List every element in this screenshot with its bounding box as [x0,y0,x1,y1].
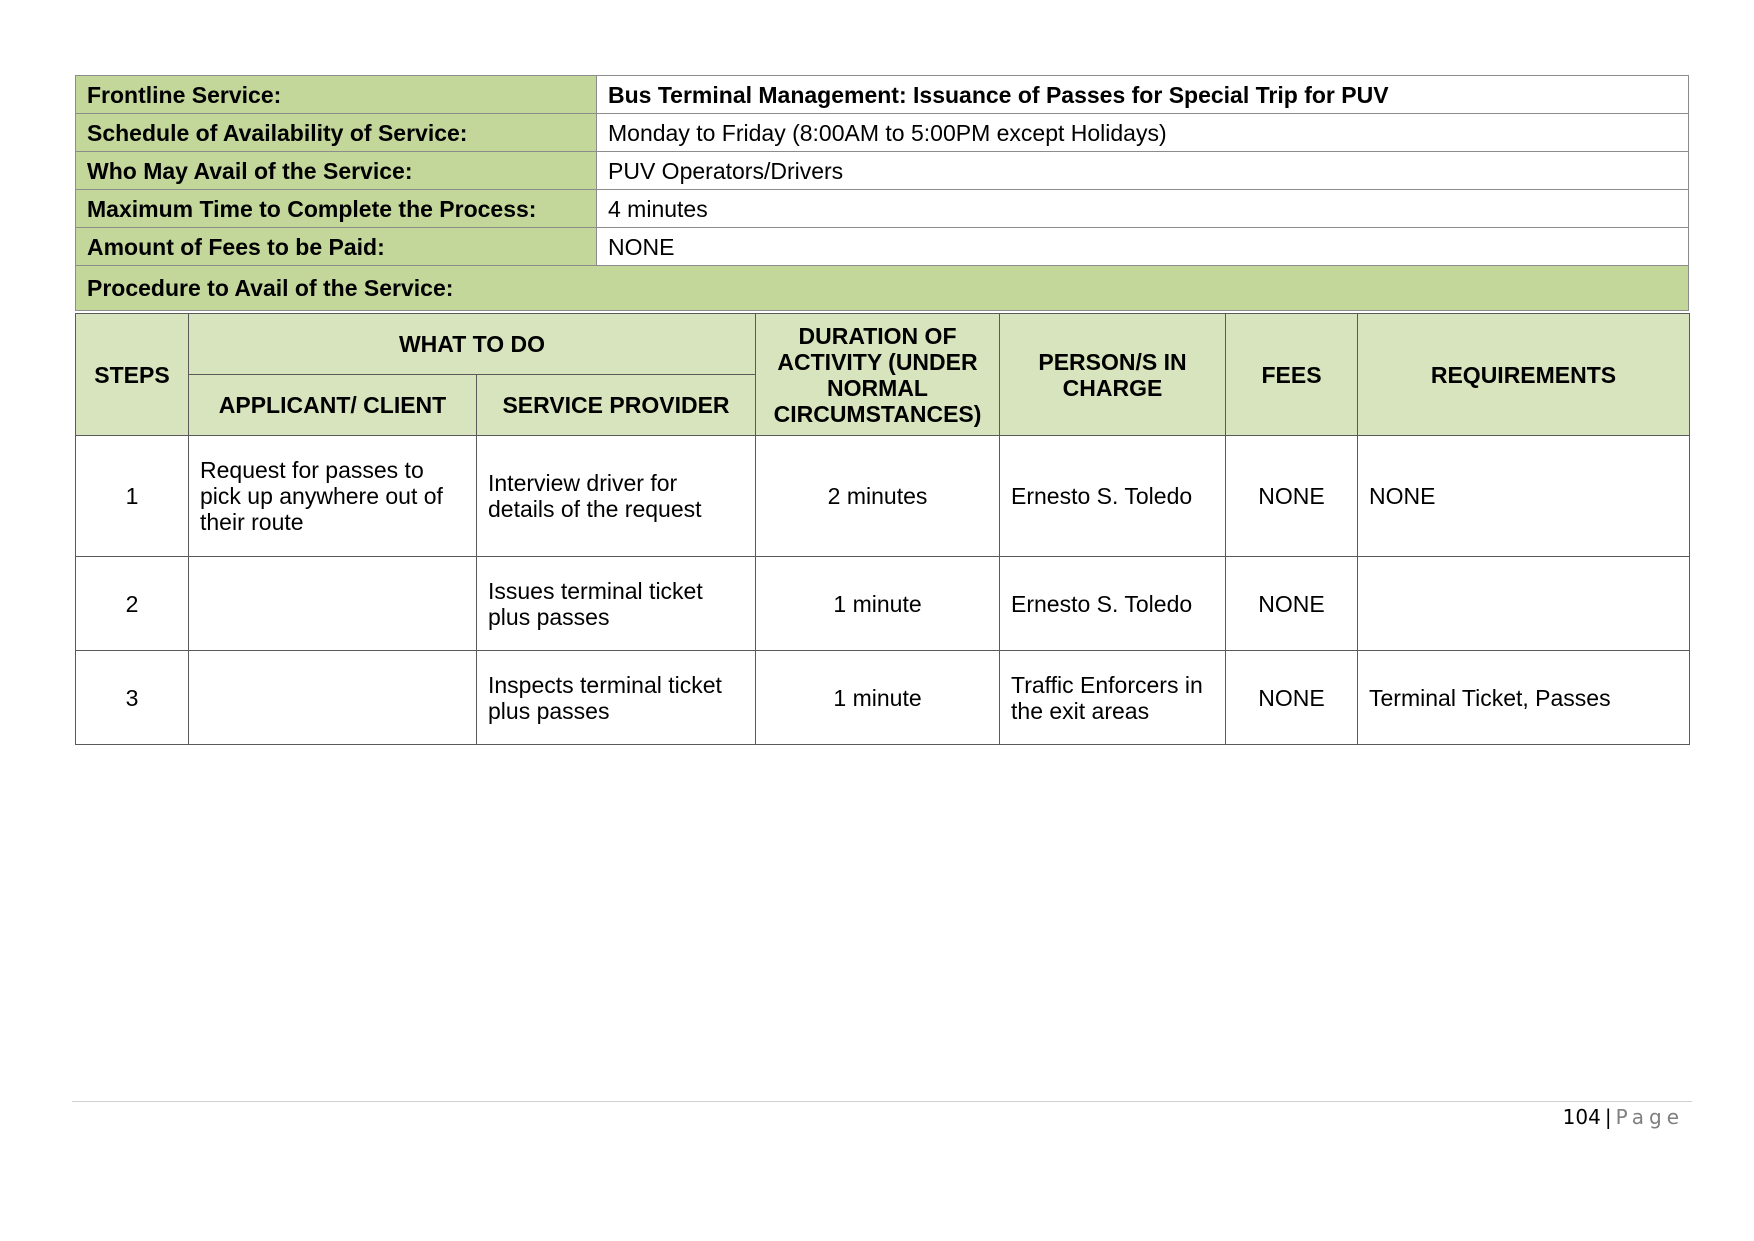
fees: NONE [1226,436,1358,557]
info-row-schedule [76,114,1689,152]
provider-action: Issues terminal ticket plus passes [477,557,756,651]
header-fees: FEES [1226,314,1358,436]
applicant-action [189,557,477,651]
procedure-steps-table [75,313,1690,745]
page-number: 104 [1562,1105,1601,1129]
table-row [76,557,1690,651]
step-number: 2 [76,557,189,651]
info-value: NONE [597,228,1689,266]
info-value: Bus Terminal Management: Issuance of Passes for Special Trip for PUV [597,76,1689,114]
header-steps: STEPS [76,314,189,436]
header-applicant-client: APPLICANT/ CLIENT [189,375,477,436]
provider-action: Inspects terminal ticket plus passes [477,651,756,745]
person-in-charge: Ernesto S. Toledo [1000,557,1226,651]
info-value: PUV Operators/Drivers [597,152,1689,190]
table-row [76,651,1690,745]
requirements: Terminal Ticket, Passes [1358,651,1690,745]
duration: 1 minute [756,651,1000,745]
page-word: Page [1615,1105,1684,1129]
header-duration: DURATION OF ACTIVITY (UNDER NORMAL CIRCUMSTANCES) [756,314,1000,436]
header-requirements: REQUIREMENTS [1358,314,1690,436]
info-row-procedure [76,266,1689,311]
duration: 2 minutes [756,436,1000,557]
info-value: Monday to Friday (8:00AM to 5:00PM except Holidays) [597,114,1689,152]
person-in-charge: Ernesto S. Toledo [1000,436,1226,557]
info-value: 4 minutes [597,190,1689,228]
table-row [76,436,1690,557]
step-number: 1 [76,436,189,557]
info-row-who-may-avail [76,152,1689,190]
service-info-table [75,75,1689,311]
header-what-to-do: WHAT TO DO [189,314,756,375]
person-in-charge: Traffic Enforcers in the exit areas [1000,651,1226,745]
requirements [1358,557,1690,651]
header-person-in-charge: PERSON/S IN CHARGE [1000,314,1226,436]
fees: NONE [1226,651,1358,745]
requirements: NONE [1358,436,1690,557]
footer-divider [72,1101,1692,1102]
footer-separator: | [1604,1105,1612,1129]
info-label: Schedule of Availability of Service: [76,114,597,152]
applicant-action: Request for passes to pick up anywhere out of their route [189,436,477,557]
header-row-top [76,314,1690,375]
info-row-max-time [76,190,1689,228]
provider-action: Interview driver for details of the request [477,436,756,557]
info-label: Who May Avail of the Service: [76,152,597,190]
procedure-heading: Procedure to Avail of the Service: [76,266,1689,311]
page-footer [1563,1105,1684,1129]
info-label: Frontline Service: [76,76,597,114]
info-row-frontline-service [76,76,1689,114]
applicant-action [189,651,477,745]
header-service-provider: SERVICE PROVIDER [477,375,756,436]
duration: 1 minute [756,557,1000,651]
info-row-fees [76,228,1689,266]
info-label: Amount of Fees to be Paid: [76,228,597,266]
step-number: 3 [76,651,189,745]
info-label: Maximum Time to Complete the Process: [76,190,597,228]
fees: NONE [1226,557,1358,651]
